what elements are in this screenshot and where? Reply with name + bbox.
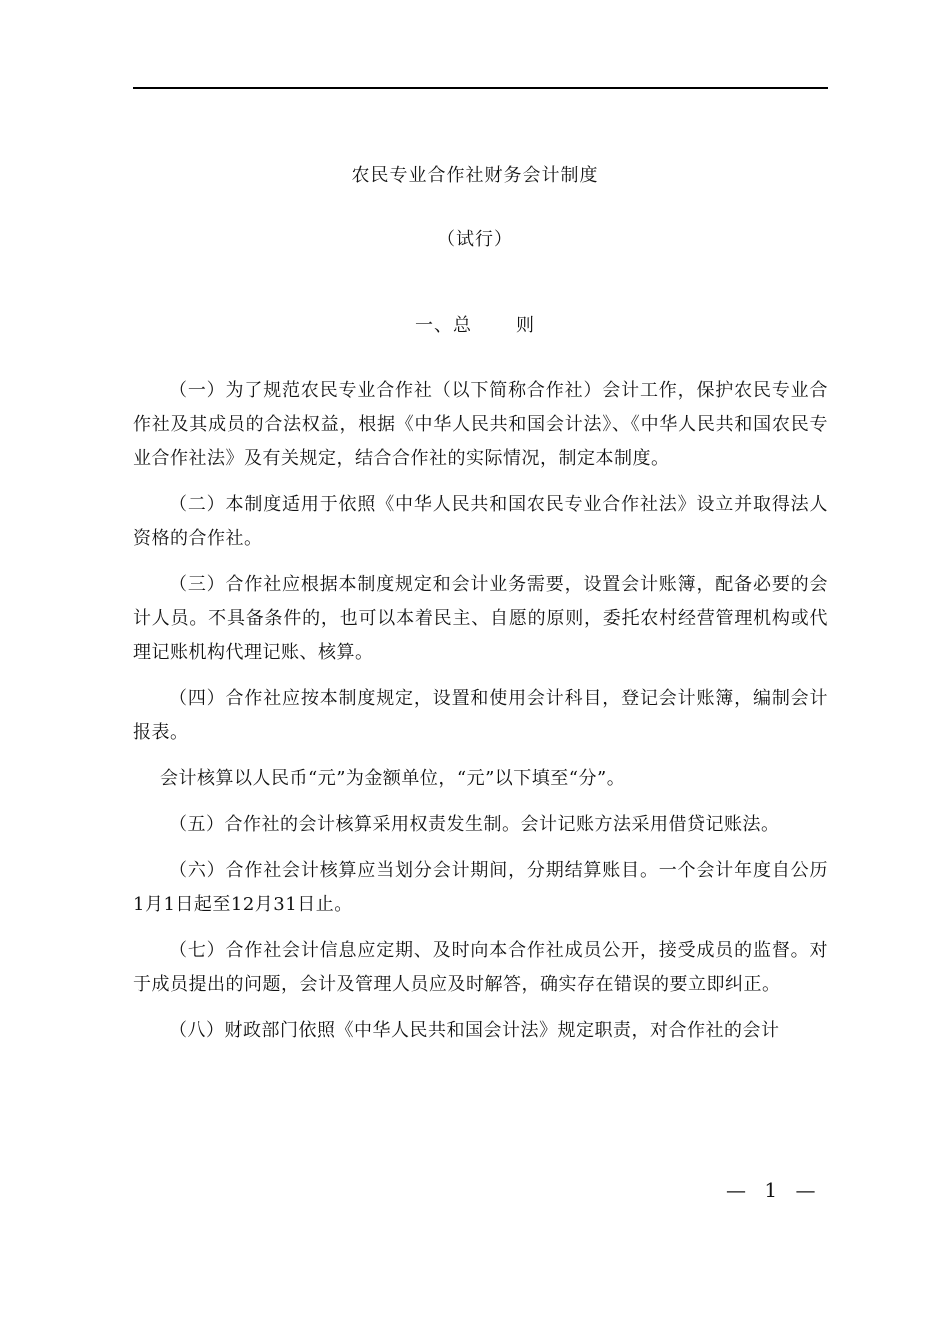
paragraph-7: （六）合作社会计核算应当划分会计期间，分期结算账目。一个会计年度自公历1月1日起至12月31日止。 — [133, 860, 828, 915]
paragraph-9: （八）财政部门依照《中华人民共和国会计法》规定职责，对合作社的会计 — [169, 1020, 780, 1041]
paragraph-4: （四）合作社应按本制度规定，设置和使用会计科目，登记会计账簿，编制会计报表。 — [133, 688, 828, 743]
section-heading-number: 一、总 — [415, 315, 472, 336]
document-subtitle: （试行） — [437, 229, 513, 250]
document-title: 农民专业合作社财务会计制度 — [351, 165, 599, 186]
paragraph-6: （五）合作社的会计核算采用权责发生制。会计记账方法采用借贷记账法。 — [169, 814, 780, 835]
paragraph-5: 会计核算以人民币“元”为金额单位，“元”以下填至“分”。 — [160, 768, 626, 789]
section-heading-word: 则 — [516, 315, 535, 336]
paragraph-2: （二）本制度适用于依照《中华人民共和国农民专业合作社法》设立并取得法人资格的合作社。 — [133, 494, 828, 549]
section-heading — [0, 311, 950, 337]
paragraph-1: （一）为了规范农民专业合作社（以下简称合作社）会计工作，保护农民专业合作社及其成员的合法权益，根据《中华人民共和国会计法》、《中华人民共和国农民专业合作社法》及有关规定，结合合作社的实际情况，制定本制度。 — [133, 380, 828, 469]
paragraph-3: （三）合作社应根据本制度规定和会计业务需要，设置会计账簿，配备必要的会计人员。不具备条件的，也可以本着民主、自愿的原则，委托农村经营管理机构或代理记账机构代理记账、核算。 — [133, 574, 828, 663]
page-number: — 1 — — [726, 1178, 822, 1202]
document-body — [133, 374, 828, 1060]
paragraph-8: （七）合作社会计信息应定期、及时向本合作社成员公开，接受成员的监督。对于成员提出的问题，会计及管理人员应及时解答，确实存在错误的要立即纠正。 — [133, 940, 828, 995]
header-rule — [133, 87, 828, 89]
